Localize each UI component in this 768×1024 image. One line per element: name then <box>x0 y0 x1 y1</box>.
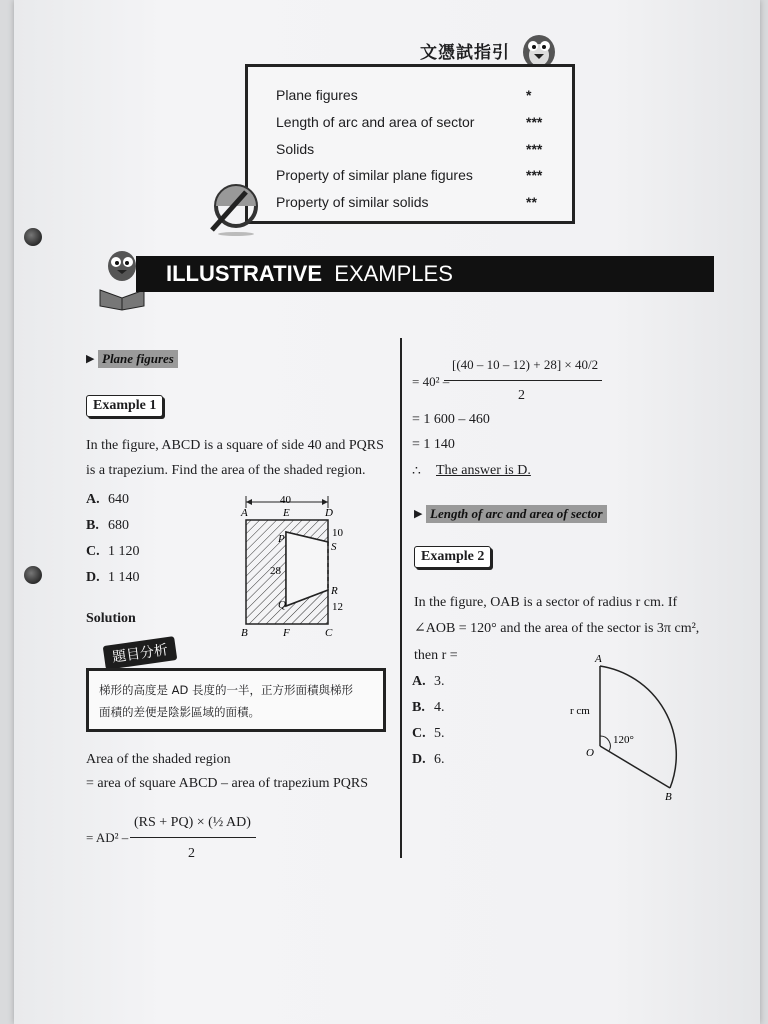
guide-row <box>276 167 566 191</box>
sector-o-label: O <box>586 747 594 759</box>
vertex-b-label: B <box>241 627 248 639</box>
vertex-q-label: Q <box>278 599 286 611</box>
option-letter: B. <box>86 518 99 533</box>
section-arrow-icon: ▶ <box>414 508 423 520</box>
square-trapezium-figure <box>232 488 356 642</box>
guide-topic: Plane figures <box>276 87 358 103</box>
option-letter: C. <box>86 544 100 559</box>
difficulty-stars: *** <box>526 141 543 157</box>
guide-row <box>276 141 566 165</box>
fraction-bar <box>444 380 602 381</box>
angle-label: 120° <box>613 734 634 746</box>
sector-b-label: B <box>665 791 672 803</box>
difficulty-stars: * <box>526 87 532 103</box>
option-value: 640 <box>108 492 129 507</box>
analysis-box <box>86 668 386 732</box>
question-line: is a trapezium. Find the area of the shaded region. <box>86 463 366 478</box>
guide-row <box>276 87 566 111</box>
difficulty-stars: ** <box>526 194 537 210</box>
fraction-denominator: 2 <box>518 388 525 403</box>
option-letter: A. <box>412 674 426 689</box>
vertex-r-label: R <box>331 585 338 597</box>
option-c[interactable] <box>86 544 140 560</box>
section-plane-figures: Plane figures <box>98 350 178 368</box>
sector-a-label: A <box>595 653 602 665</box>
calc-line: = 1 600 – 460 <box>412 412 490 427</box>
guide-row <box>276 114 566 138</box>
option-a[interactable] <box>86 492 129 508</box>
fraction-prefix: = AD² – <box>86 830 129 845</box>
option-value: 5. <box>434 726 445 741</box>
banner-bold-text: ILLUSTRATIVE <box>166 261 323 286</box>
option-value: 1 120 <box>108 544 140 559</box>
compass-ruler-icon <box>206 178 264 236</box>
binder-hole <box>24 566 42 584</box>
illustrative-examples-banner <box>136 256 714 292</box>
fraction-numerator: [(40 – 10 – 12) + 28] × 40/2 <box>452 357 599 372</box>
therefore-symbol: ∴ <box>412 464 421 479</box>
option-value: 3. <box>434 674 445 689</box>
column-divider <box>400 338 402 858</box>
binder-hole <box>24 228 42 246</box>
fraction-prefix: = 40² – <box>412 374 450 389</box>
guide-topic: Length of arc and area of sector <box>276 114 475 130</box>
label-40: 40 <box>280 494 291 506</box>
answer-line: The answer is D. <box>436 463 531 478</box>
vertex-p-label: P <box>278 533 285 545</box>
question-line: In the figure, OAB is a sector of radius r cm. If <box>414 595 678 610</box>
guide-topic: Solids <box>276 141 315 157</box>
section-arrow-icon: ▶ <box>86 353 95 365</box>
guide-topic: Property of similar plane figures <box>276 167 473 183</box>
option-value: 4. <box>434 700 445 715</box>
analysis-tag: 題目分析 <box>103 636 178 670</box>
option-a[interactable] <box>412 674 445 690</box>
section-arc-sector: Length of arc and area of sector <box>426 505 607 523</box>
option-b[interactable] <box>412 700 445 716</box>
label-12: 12 <box>332 601 343 613</box>
option-letter: B. <box>412 700 425 715</box>
sector-figure <box>570 648 680 804</box>
vertex-e-label: E <box>283 507 290 519</box>
analysis-line: 面積的差便是陰影區域的面積。 <box>99 705 260 719</box>
guide-box <box>245 64 575 224</box>
option-value: 6. <box>434 752 445 767</box>
label-10: 10 <box>332 527 343 539</box>
option-value: 1 140 <box>108 570 140 585</box>
radius-label: r cm <box>570 705 590 717</box>
example-2-label: Example 2 <box>414 546 491 568</box>
vertex-c-label: C <box>325 627 333 639</box>
vertex-d-label: D <box>325 507 333 519</box>
vertex-f-label: F <box>283 627 290 639</box>
solution-label: Solution <box>86 611 136 626</box>
option-letter: C. <box>412 726 426 741</box>
option-letter: D. <box>86 570 100 585</box>
working-line: Area of the shaded region <box>86 752 231 767</box>
difficulty-stars: *** <box>526 167 543 183</box>
fraction-denominator: 2 <box>188 846 195 861</box>
guide-row <box>276 194 566 218</box>
question-line: ∠AOB = 120° and the area of the sector is 3π cm², <box>414 621 700 636</box>
vertex-a-label: A <box>241 507 248 519</box>
option-value: 680 <box>108 518 129 533</box>
option-b[interactable] <box>86 518 129 534</box>
fraction-numerator: (RS + PQ) × (½ AD) <box>134 815 251 830</box>
option-d[interactable] <box>86 570 140 586</box>
question-line: then r = <box>414 648 458 663</box>
vertex-s-label: S <box>331 541 337 553</box>
guide-title: 文憑試指引 <box>420 43 510 63</box>
banner-text: EXAMPLES <box>334 261 453 286</box>
working-line: = area of square ABCD – area of trapezium PQRS <box>86 776 368 791</box>
option-letter: A. <box>86 492 100 507</box>
label-28: 28 <box>270 565 281 577</box>
option-c[interactable] <box>412 726 445 742</box>
calc-line: = 1 140 <box>412 437 455 452</box>
analysis-line: 梯形的高度是 AD 長度的一半，正方形面積與梯形 <box>99 683 354 697</box>
example-1-label: Example 1 <box>86 395 163 417</box>
option-d[interactable] <box>412 752 445 768</box>
option-letter: D. <box>412 752 426 767</box>
difficulty-stars: *** <box>526 114 543 130</box>
question-line: In the figure, ABCD is a square of side 40 and PQRS <box>86 438 384 453</box>
guide-topic: Property of similar solids <box>276 194 429 210</box>
fraction-bar <box>130 837 256 838</box>
